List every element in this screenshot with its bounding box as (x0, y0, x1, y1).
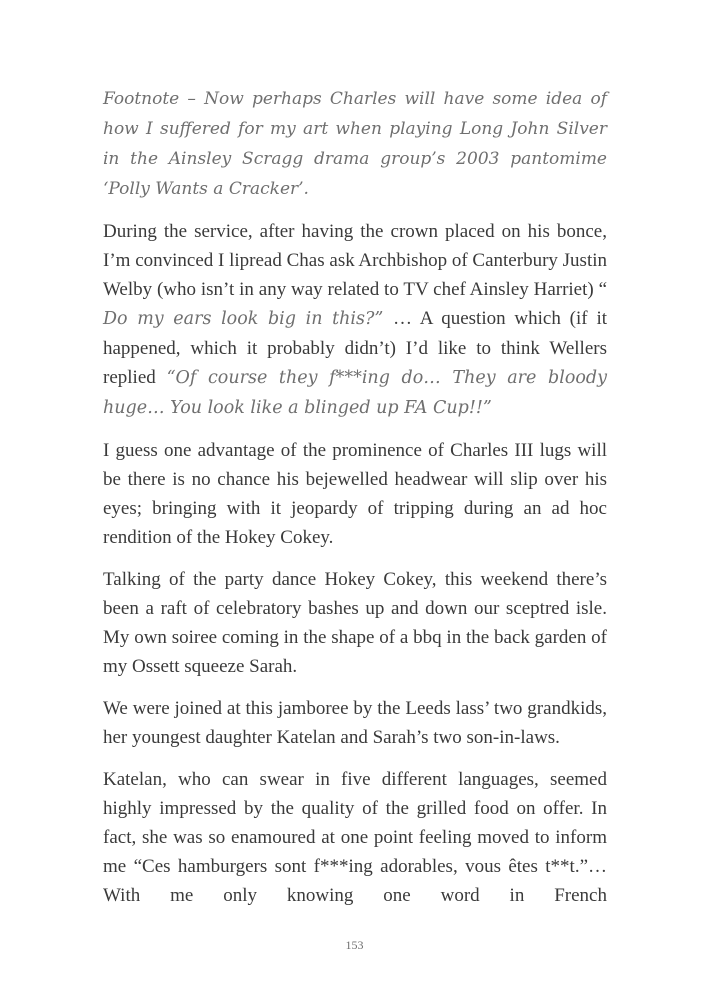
paragraph-hokey-cokey-weekend (103, 565, 607, 681)
body-text: … A question which (if it happened, which it probably didn’t) I’d like to think Wellers replied (103, 308, 607, 388)
body-text: Talking of the party dance Hokey Cokey, this weekend there’s been a raft of celebratory bashes up and down our sceptred isle. My own soiree coming in the shape of a bbq in the back garden of my Ossett squeeze Sarah. (103, 569, 607, 677)
paragraph-jamboree-guests (103, 694, 607, 752)
body-text: Katelan, who can swear in five different languages, seemed highly impressed by the quality of the grilled food on offer. In fact, she was so enamoured at one point feeling moved to inform me “Ces hamburgers sont f***ing adorables, vous êtes t**t.”… With me only knowing one word in French (103, 769, 607, 906)
paragraph-coronation-lipread (103, 217, 607, 423)
body-text: I guess one advantage of the prominence of Charles III lugs will be there is no chance his bejewelled headwear will slip over his eyes; bringing with it jeopardy of tripping during an ad hoc rendition of the Hokey Cokey. (103, 440, 607, 548)
footnote-italic-text: Footnote – Now perhaps Charles will have some idea of how I suffered for my art when playing Long John Silver in the Ainsley Scragg drama group’s 2003 pantomime ‘Polly Wants a Cracker’. (103, 89, 607, 199)
page-body (103, 84, 607, 910)
paragraph-charles-lugs (103, 436, 607, 552)
paragraph-katelan-french (103, 765, 607, 910)
body-text: During the service, after having the crown placed on his bonce, I’m convinced I lipread Chas ask Archbishop of Canterbury Justin Welby (who isn’t in any way related to TV chef Ainsley Harriet) “ (103, 221, 607, 300)
quote-italic-text: “Of course they f***ing do… They are bloody huge… You look like a blinged up FA Cup!!” (103, 368, 607, 418)
body-text: We were joined at this jamboree by the Leeds lass’ two grandkids, her youngest daughter Katelan and Sarah’s two son-in-laws. (103, 698, 607, 748)
quote-italic-text: Do my ears look big in this?” (103, 309, 393, 329)
paragraph-footnote (103, 84, 607, 204)
page-number: 153 (345, 938, 364, 952)
